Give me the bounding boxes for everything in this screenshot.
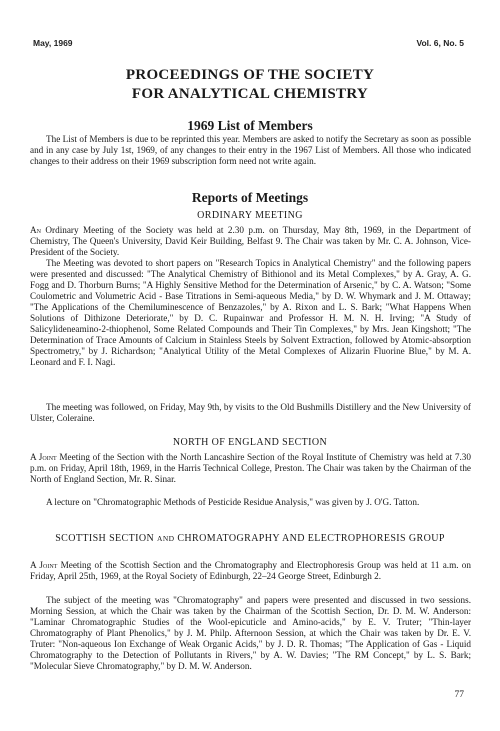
north-paragraph-1-text: Meeting of the Section with the North Lancashire Section of the Royal Institute of Chemistry was held at 7.30 p.m. on Friday, April 18th, 1969, in the Harris Technical College, Preston. The Chair was taken by the Chairman of the North of England Section, Mr. R. Sinar.: [30, 452, 471, 485]
scottish-paragraph-2: The subject of the meeting was "Chromatography" and papers were presented and discussed in two sessions. Morning Session, at which the Chair was taken by the Chairman of the Scottish Section, Dr. D. M. W. Anderson: "Laminar Chromatographic Studies of the Wool-epicuticle and Amino-acids," by E. V. Truter; "Thin-layer Chromatography of Plant Phenolics," by J. M. Philp. Afternoon Session, at which the Chair was taken by Dr. E. V. Truter: "Non-aqueous Ion Exchange of Weak Organic Acids," by J. D. R. Thomas; "The Application of Gas - Liquid Chromatography to the Detection of Pollutants in Rivers," by A. W. Davies; "The RM Concept," by L. S. Bark; "Molecular Sieve Chromatography," by D. M. W. Anderson.: [30, 595, 471, 672]
scottish-paragraph-1: [30, 560, 471, 582]
scottish-heading-part-b: CHROMATOGRAPHY AND ELECTROPHORESIS GROUP: [177, 533, 445, 544]
members-heading: 1969 List of Members: [187, 118, 313, 133]
ordinary-lead-word: An: [30, 225, 41, 235]
page-title-line-2: FOR ANALYTICAL CHEMISTRY: [131, 86, 369, 102]
volume-number: Vol. 6, No. 5: [416, 38, 464, 48]
north-section-heading: NORTH OF ENGLAND SECTION: [172, 437, 328, 448]
north-paragraph-1: [30, 452, 471, 485]
page-title-line-1: PROCEEDINGS OF THE SOCIETY: [125, 67, 375, 83]
scottish-lead-word: A Joint: [30, 560, 58, 570]
page-number: 77: [454, 690, 464, 700]
ordinary-paragraph-2: The Meeting was devoted to short papers on "Research Topics in Analytical Chemistry" and the following papers were presented and discussed: "The Analytical Chemistry of Bithionol and its Metal Complexes," by A. Gray, A. G. Fogg and D. Thorburn Burns; "A Highly Sensitive Method for the Determination of Arsenic," by C. A. Watson; "Some Coulometric and Volumetric Acid - Base Titrations in Semi-aqueous Media," by D. W. Whymark and J. M. Ottaway; "The Applications of the Chemiluminescence of Benzazoles," by A. Rixon and L. S. Bark; "What Happens When Solutions of Dithizone Deteriorate," by D. C. Rupainwar and Professor H. M. N. H. Irving; "A Study of Salicylideneamino-2-thiophenol, Some Related Compounds and Their Tin Complexes," by Mrs. Jean Kingshott; "The Determination of Trace Amounts of Calcium in Stainless Steels by Solvent Extraction, followed by Atomic-absorption Spectrometry," by J. Richardson; "Analytical Utility of the Metal Complexes of Alizarin Fluorine Blue," by M. A. Leonard and F. I. Nagi.: [30, 258, 471, 368]
members-paragraph: The List of Members is due to be reprinted this year. Members are asked to notify the Secretary as soon as possible and in any case by July 1st, 1969, of any changes to their entry in the 1967 List of Members. All those who indicated changes to their address on their 1969 subscription form need not write again.: [30, 134, 471, 167]
ordinary-paragraph-1-text: Ordinary Meeting of the Society was held at 2.30 p.m. on Thursday, May 8th, 1969, in the Department of Chemistry, The Queen's University, David Keir Building, Belfast 9. The Chair was taken by Mr. C. A. Johnson, Vice-President of the Society.: [30, 225, 471, 258]
north-paragraph-2: A lecture on "Chromatographic Methods of Pesticide Residue Analysis," was given by J. O'G. Tatton.: [46, 497, 420, 507]
ordinary-meeting-heading: ORDINARY MEETING: [197, 210, 303, 221]
reports-heading: Reports of Meetings: [191, 190, 309, 205]
issue-date: May, 1969: [33, 38, 73, 48]
scottish-heading-and: AND: [157, 534, 175, 543]
scottish-section-heading: [30, 533, 470, 545]
north-lead-word: A Joint: [30, 452, 57, 462]
scottish-paragraph-1-text: Meeting of the Scottish Section and the Chromatography and Electrophoresis Group was held at 11 a.m. on Friday, April 25th, 1969, at the Royal Society of Edinburgh, 22–24 George Street, Edinburgh 2.: [30, 560, 471, 582]
scottish-heading-part-a: SCOTTISH SECTION: [55, 533, 155, 544]
ordinary-paragraph-1: [30, 225, 471, 258]
ordinary-paragraph-3: The meeting was followed, on Friday, May 9th, by visits to the Old Bushmills Distillery and the New University of Ulster, Coleraine.: [30, 402, 471, 424]
